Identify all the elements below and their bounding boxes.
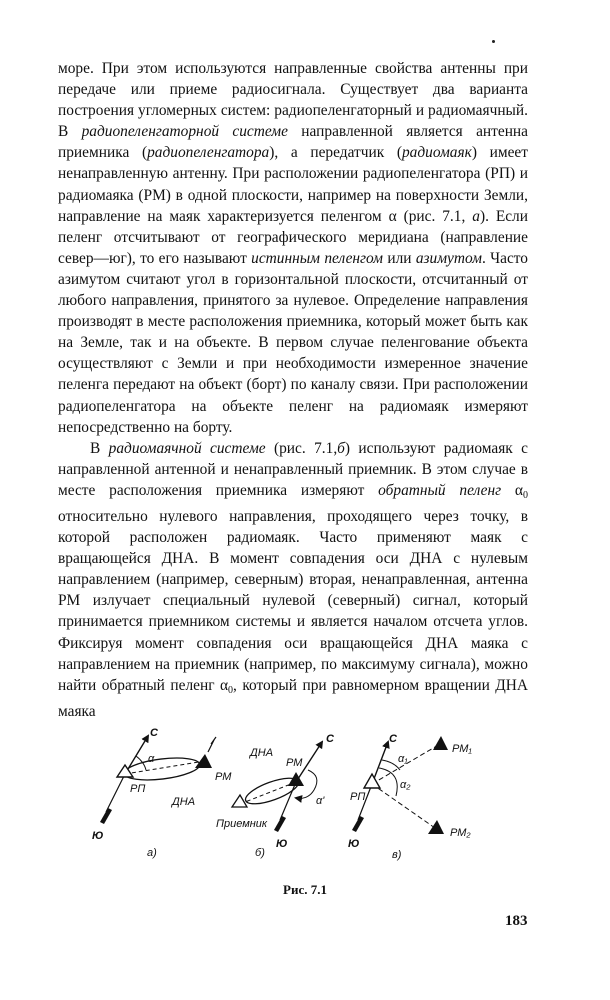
italic-term: азимутом [415, 249, 482, 267]
panel-a-label: а) [147, 847, 157, 859]
text-run: море. При этом используются направленные свойства антенны при передаче или приеме радиосигнала. Существует два варианта построения угломерных систем: радиопеленгаторный и радиомаячный. В [58, 60, 528, 141]
italic-term: б [337, 439, 345, 457]
panel-b [216, 733, 335, 859]
text-run: (рис. 7.1, [265, 439, 338, 457]
beacon-2-triangle-icon [428, 820, 444, 834]
text-run: α [501, 481, 523, 499]
italic-term: а [472, 207, 480, 225]
north-label: С [326, 733, 334, 745]
direction-finder-triangle-icon [364, 774, 380, 788]
figure-7-1 [90, 728, 530, 878]
text-run: относительно нулевого направления, проходящего через точку, в которой расположен радиомаяк. Часто применяют маяк с вращающейся ДНА. В момент совпадения оси ДНА с нулевым направлением (например, северным) вторая, ненаправленная, антенна РМ излучает специальный нулевой (северный) сигнал, который принимается приемником системы и является началом отсчета углов. Фиксируя момент совпадения оси вращающейся ДНА маяка с направлением на приемник (например, по максимуму сигнала), можно найти обратный пеленг α [58, 507, 528, 694]
paragraph-1 [58, 58, 528, 438]
text-run: , который при равномерном вращении ДНА маяка [58, 676, 528, 720]
subscript: 0 [523, 489, 528, 501]
italic-term: обратный пеленг [378, 481, 502, 499]
angle-label: α' [316, 795, 325, 807]
panel-a [92, 727, 232, 859]
angle-arc-2 [379, 768, 397, 796]
bearing-line [125, 761, 205, 774]
italic-term: радиопеленгатора [147, 144, 270, 162]
body-text [58, 58, 528, 722]
figure-diagram [90, 728, 530, 878]
print-speck [492, 40, 495, 43]
rm1-label: РМ₁ [452, 743, 472, 755]
text-run: ). Если пеленг отсчитывают от географического меридиана (направление север—юг), то его называют [58, 207, 528, 267]
north-label: С [150, 727, 158, 739]
italic-term: радиопеленгаторной системе [81, 123, 288, 141]
text-run: или [383, 249, 416, 267]
text-run: ) используют радиомаяк с направленной антенной и ненаправленный приемник. В этом случае в месте расположения приемника измеряют [58, 439, 528, 499]
rp-label: РП [350, 791, 366, 803]
panel-b-label: б) [255, 847, 265, 859]
angle-2-label: α₂ [400, 779, 411, 791]
italic-term: истинным пеленгом [251, 249, 383, 267]
italic-term: радиомаяк [401, 144, 472, 162]
angle-label: α [148, 753, 155, 765]
south-label: Ю [92, 830, 104, 842]
page-number: 183 [505, 913, 528, 929]
panel-c-label: в) [392, 849, 402, 861]
figure-caption: Рис. 7.1 [283, 882, 327, 897]
south-needle-icon [274, 816, 286, 832]
text-run: В [90, 439, 109, 457]
rm2-label: РМ₂ [450, 827, 471, 839]
text-run: ), а передатчик ( [269, 144, 402, 162]
text-run: направленной является антенна приемника ( [58, 123, 528, 162]
subscript: 0 [228, 684, 234, 696]
north-label: С [389, 733, 397, 745]
dna-label: ДНА [172, 796, 196, 808]
dna-label: ДНА [250, 747, 274, 759]
south-label: Ю [348, 838, 360, 850]
south-line [106, 774, 125, 812]
receiver-triangle-icon [232, 795, 247, 807]
beacon-1-triangle-icon [433, 736, 448, 750]
rm-label: РМ [286, 757, 303, 769]
beacon-antenna-icon [208, 737, 216, 752]
panel-c [348, 733, 472, 861]
south-label: Ю [276, 838, 288, 850]
paragraph-2 [58, 438, 528, 722]
rp-label: РП [130, 783, 146, 795]
angle-1-label: α₁ [398, 753, 408, 765]
italic-term: радиомаячной системе [108, 439, 266, 457]
text-run: . Часто азимутом считают угол в горизонтальной плоскости, отсчитанный от любого направления, принятого за нулевое. Определение направления производят в месте расположения приемника, который может быть как на Земле, так и на объекте. В первом случае пеленгование объекта осуществляют с Земли и при необходимости измеренное значение пеленга передают на объект (борт) по каналу связи. При расположении радиопеленгатора на объекте пеленг на радиомаяк измеряют непосредственно на борту. [58, 249, 529, 436]
receiver-label: Приемник [216, 818, 268, 830]
text-run: ) имеет ненаправленную антенну. При расположении радиопеленгатора (РП) и радиомаяка (РМ) в одной плоскости, например на поверхности Земли, направление на маяк характеризуется пеленгом α (рис. 7.1, [58, 144, 528, 225]
south-needle-icon [100, 808, 112, 824]
rm-label: РМ [215, 771, 232, 783]
